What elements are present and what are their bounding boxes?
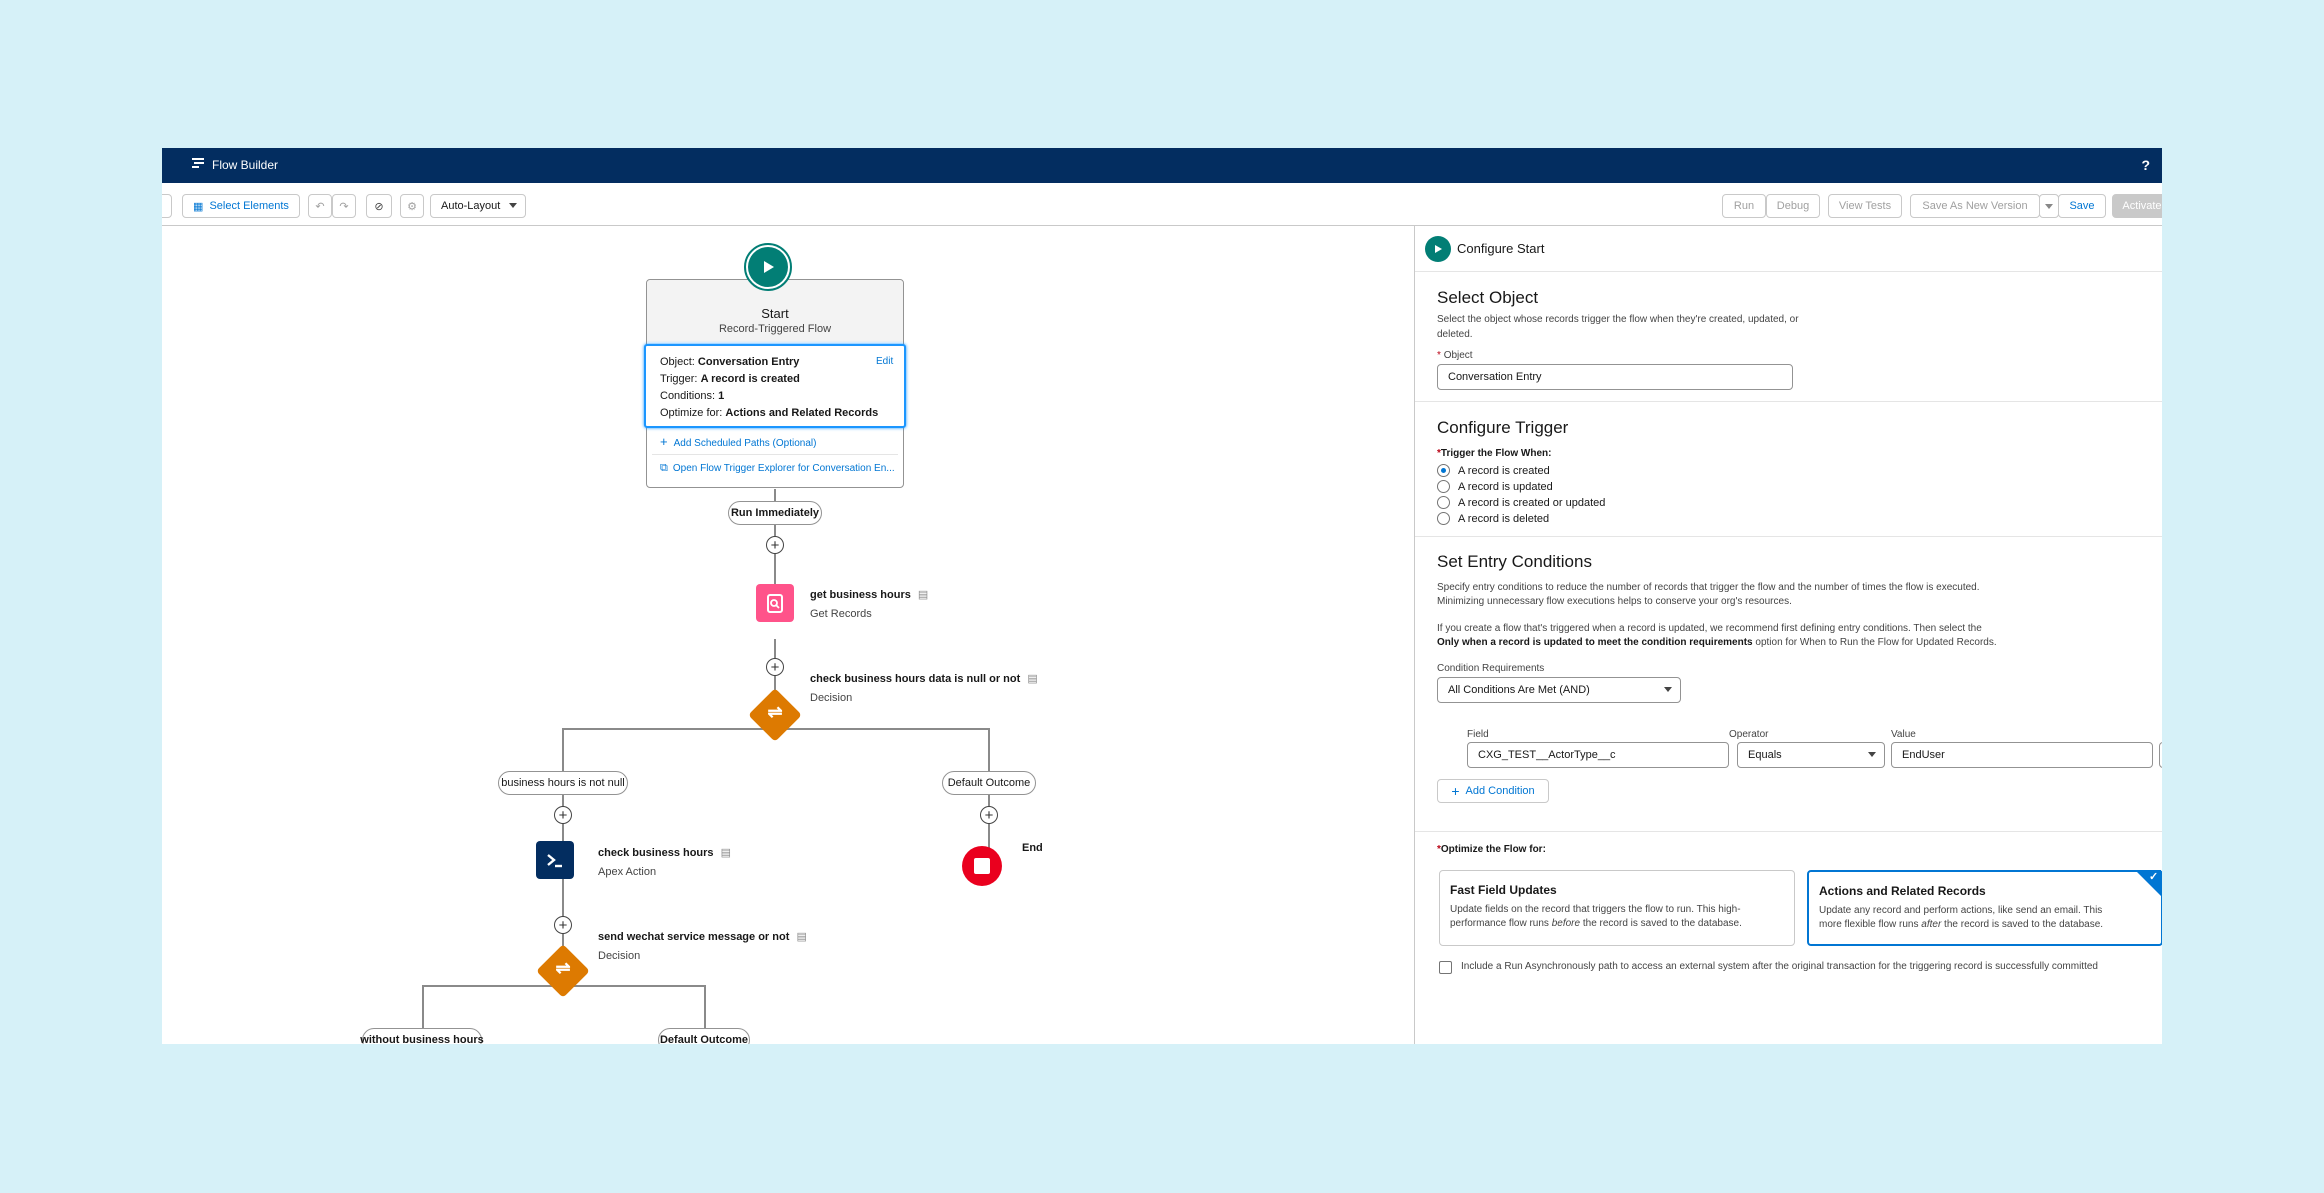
- view-tests-label: View Tests: [1838, 200, 1892, 212]
- start-node-circle[interactable]: [744, 243, 792, 291]
- object-field-label-text: Object: [1443, 350, 1473, 361]
- run-immediately-pill[interactable]: Run Immediately: [728, 501, 822, 525]
- redo-icon: ↷: [339, 200, 349, 213]
- start-trigger-label: Trigger:: [660, 373, 698, 385]
- actions-related-records-title: Actions and Related Records: [1819, 884, 1986, 898]
- description-icon: ▤: [796, 931, 807, 943]
- entry-desc-4-rest: option for When to Run the Flow for Updated Records.: [1752, 637, 1997, 648]
- check-null-type: Decision: [810, 692, 853, 704]
- play-icon: [748, 247, 788, 287]
- check-null-name[interactable]: [810, 672, 1038, 685]
- select-object-desc-2: deleted.: [1437, 329, 1473, 340]
- select-elements-icon: ▦: [193, 200, 204, 213]
- actions-desc-text: more flexible flow runs: [1819, 919, 1922, 930]
- start-node-subtitle: Record-Triggered Flow: [718, 323, 832, 335]
- start-optimize-label: Optimize for:: [660, 407, 723, 419]
- entry-desc-1: Specify entry conditions to reduce the number of records that trigger the flow and the number of times the flow is executed.: [1437, 582, 1980, 593]
- condition-operator-select[interactable]: [1737, 742, 1885, 768]
- send-wechat-label: send wechat service message or not: [598, 931, 790, 943]
- radio-record-deleted[interactable]: [1437, 512, 1549, 525]
- layout-select-value: Auto-Layout: [441, 200, 501, 212]
- send-wechat-type: Decision: [598, 950, 641, 962]
- fast-field-updates-card[interactable]: [1439, 870, 1795, 946]
- actions-related-records-desc-1: Update any record and perform actions, like send an email. This: [1819, 905, 2103, 916]
- default-outcome-pill[interactable]: Default Outcome: [942, 771, 1036, 795]
- object-field-label: * Object: [1437, 350, 1473, 361]
- delete-condition-button[interactable]: [2159, 742, 2162, 768]
- chevron-down-icon: [1868, 752, 1876, 757]
- trigger-label: *Trigger the Flow When:: [1437, 448, 1552, 459]
- view-tests-button[interactable]: [1828, 194, 1902, 218]
- description-icon: ▤: [1027, 673, 1038, 685]
- description-icon: ▤: [917, 589, 929, 601]
- condition-field-input[interactable]: CXG_TEST__ActorType__c: [1467, 742, 1729, 768]
- check-mark-icon: ✓: [2149, 871, 2159, 883]
- configure-trigger-heading: Configure Trigger: [1437, 418, 1569, 437]
- debug-button[interactable]: [1766, 194, 1820, 218]
- entry-desc-2: Minimizing unnecessary flow executions helps to conserve your org's resources.: [1437, 596, 1792, 607]
- start-object-row: [660, 356, 799, 368]
- undo-button[interactable]: [308, 194, 332, 218]
- activate-button[interactable]: [2112, 194, 2162, 218]
- run-async-checkbox[interactable]: [1439, 961, 1452, 974]
- get-business-hours-type: Get Records: [810, 608, 872, 620]
- chevron-down-icon: [1664, 687, 1672, 692]
- apex-action-icon[interactable]: [536, 841, 574, 879]
- open-trigger-explorer-label: Open Flow Trigger Explorer for Conversation En...: [672, 463, 895, 474]
- start-edit-link[interactable]: Edit: [876, 356, 894, 367]
- panel-header-icon: [1425, 236, 1451, 262]
- start-optimize-row: [660, 407, 878, 419]
- open-trigger-explorer-link[interactable]: [660, 462, 895, 475]
- save-button[interactable]: [2058, 194, 2106, 218]
- condition-operator-value: Equals: [1748, 749, 1782, 761]
- actions-desc-emphasis: after: [1921, 919, 1942, 930]
- radio-button[interactable]: [1437, 496, 1450, 509]
- start-object-value: Conversation Entry: [697, 356, 800, 368]
- fast-field-updates-desc-1: Update fields on the record that triggers the flow to run. This high-: [1450, 904, 1741, 915]
- trigger-label-text: Trigger the Flow When:: [1440, 448, 1552, 459]
- toolbar: [162, 183, 2162, 226]
- field-column-label: Field: [1467, 729, 1489, 740]
- radio-button[interactable]: [1437, 512, 1450, 525]
- configure-start-panel: [1414, 226, 2162, 1044]
- save-as-new-version-label: Save As New Version: [1922, 200, 2028, 212]
- branch-without-hours-pill[interactable]: without business hours: [362, 1028, 482, 1044]
- select-elements-button[interactable]: [182, 194, 300, 218]
- branch-not-null-pill[interactable]: business hours is not null: [498, 771, 628, 795]
- default-outcome-pill[interactable]: Default Outcome: [658, 1028, 750, 1044]
- fast-desc-text: the record is saved to the database.: [1580, 918, 1742, 929]
- divider: [652, 454, 898, 455]
- add-condition-label: Add Condition: [1465, 785, 1535, 797]
- toolbar-panel-toggle-button[interactable]: [162, 194, 172, 218]
- add-scheduled-paths-link[interactable]: [660, 434, 816, 449]
- start-conditions-row: [660, 390, 724, 402]
- add-icon: +: [1451, 783, 1460, 799]
- save-options-button[interactable]: [2039, 194, 2059, 218]
- send-wechat-name[interactable]: [598, 930, 807, 943]
- actions-desc-text: the record is saved to the database.: [1941, 919, 2104, 930]
- select-object-desc-1: Select the object whose records trigger the flow when they're created, updated, or: [1437, 314, 1799, 325]
- condition-requirements-value: All Conditions Are Met (AND): [1448, 684, 1590, 696]
- radio-button-selected[interactable]: [1437, 464, 1450, 477]
- fast-desc-text: performance flow runs: [1450, 918, 1552, 929]
- start-trigger-row: [660, 373, 800, 385]
- run-button[interactable]: [1722, 194, 1766, 218]
- help-icon[interactable]: ?: [2141, 157, 2150, 173]
- fast-desc-emphasis: before: [1551, 918, 1581, 929]
- new-window-icon: ⧉: [660, 462, 668, 474]
- chevron-down-icon: [509, 203, 517, 208]
- optimize-label: *Optimize the Flow for:: [1437, 844, 1546, 855]
- cancel-circle-icon: ⊘: [374, 200, 384, 213]
- get-business-hours-label: get business hours: [810, 589, 911, 601]
- condition-value-input[interactable]: EndUser: [1891, 742, 2153, 768]
- add-element-icon[interactable]: +: [554, 806, 572, 824]
- fast-field-updates-desc-2: [1450, 917, 1784, 931]
- select-object-heading: Select Object: [1437, 288, 1539, 307]
- entry-desc-4: [1437, 635, 1997, 650]
- radio-record-created[interactable]: [1437, 464, 1550, 477]
- debug-label: Debug: [1776, 200, 1810, 212]
- get-records-icon[interactable]: [756, 584, 794, 622]
- flow-canvas[interactable]: [162, 226, 1414, 1044]
- object-input[interactable]: Conversation Entry: [1437, 364, 1793, 390]
- gear-icon: ⚙: [407, 200, 417, 213]
- run-label: Run: [1733, 200, 1755, 212]
- start-conditions-label: Conditions:: [660, 390, 716, 402]
- add-scheduled-paths-label: Add Scheduled Paths (Optional): [673, 438, 817, 449]
- app-title: Flow Builder: [212, 158, 279, 172]
- redo-button[interactable]: [332, 194, 356, 218]
- add-element-icon[interactable]: +: [766, 658, 784, 676]
- optimize-label-text: Optimize the Flow for:: [1440, 844, 1546, 855]
- start-object-label: Object:: [660, 356, 695, 368]
- condition-requirements-label: Condition Requirements: [1437, 663, 1545, 674]
- radio-label: A record is created or updated: [1458, 496, 1606, 509]
- run-async-label: Include a Run Asynchronously path to access an external system after the original transaction for the triggering record is successfully committed: [1461, 961, 2098, 972]
- condition-requirements-select[interactable]: [1437, 677, 1681, 703]
- description-icon: ▤: [720, 847, 732, 859]
- entry-conditions-heading: Set Entry Conditions: [1437, 552, 1592, 571]
- stop-icon: [974, 858, 990, 874]
- check-business-hours-label: check business hours: [598, 847, 714, 859]
- start-conditions-value: 1: [718, 390, 725, 402]
- entry-desc-3: If you create a flow that's triggered when a record is updated, we recommend first defining entry conditions. Then select the: [1437, 623, 1982, 634]
- radio-record-created-or-updated[interactable]: [1437, 496, 1605, 509]
- decision-symbol-icon: ⇌: [767, 702, 783, 722]
- flow-builder-window: [162, 148, 2162, 1044]
- panel-title: Configure Start: [1457, 241, 1545, 256]
- chevron-down-icon: [2045, 204, 2053, 209]
- save-label: Save: [2069, 200, 2095, 212]
- start-node-title: Start: [761, 306, 789, 321]
- select-elements-label: Select Elements: [209, 200, 289, 212]
- flow-builder-logo-icon: [190, 156, 210, 176]
- radio-button[interactable]: [1437, 480, 1450, 493]
- radio-label: A record is updated: [1458, 480, 1553, 493]
- operator-column-label: Operator: [1729, 729, 1769, 740]
- activate-label: Activate: [2122, 200, 2162, 212]
- entry-desc-4-bold: Only when a record is updated to meet the condition requirements: [1437, 637, 1753, 648]
- actions-related-records-card[interactable]: [1807, 870, 2162, 946]
- save-as-new-version-button[interactable]: [1910, 194, 2040, 218]
- end-node-icon[interactable]: [962, 846, 1002, 886]
- add-element-icon[interactable]: +: [766, 536, 784, 554]
- check-business-hours-name[interactable]: [598, 846, 731, 859]
- add-icon: +: [660, 434, 668, 449]
- add-condition-button[interactable]: [1437, 779, 1549, 803]
- add-element-icon[interactable]: +: [980, 806, 998, 824]
- actions-related-records-desc-2: [1819, 918, 2151, 932]
- settings-button[interactable]: [400, 194, 424, 218]
- decision-symbol-icon: ⇌: [555, 958, 571, 978]
- check-business-hours-type: Apex Action: [598, 866, 657, 878]
- get-business-hours-name[interactable]: [810, 588, 928, 601]
- radio-record-updated[interactable]: [1437, 480, 1553, 493]
- start-trigger-value: A record is created: [700, 373, 800, 385]
- undo-icon: ↶: [315, 200, 325, 213]
- radio-label: A record is deleted: [1458, 512, 1550, 525]
- radio-label: A record is created: [1458, 464, 1550, 477]
- layout-select[interactable]: [430, 194, 526, 218]
- fast-field-updates-title: Fast Field Updates: [1450, 883, 1557, 897]
- check-null-label: check business hours data is null or not: [810, 673, 1021, 685]
- deactivate-button[interactable]: [366, 194, 392, 218]
- add-element-icon[interactable]: +: [554, 916, 572, 934]
- value-column-label: Value: [1891, 729, 1916, 740]
- end-label: End: [1022, 842, 1043, 854]
- app-header: [162, 148, 2162, 183]
- start-optimize-value: Actions and Related Records: [725, 407, 879, 419]
